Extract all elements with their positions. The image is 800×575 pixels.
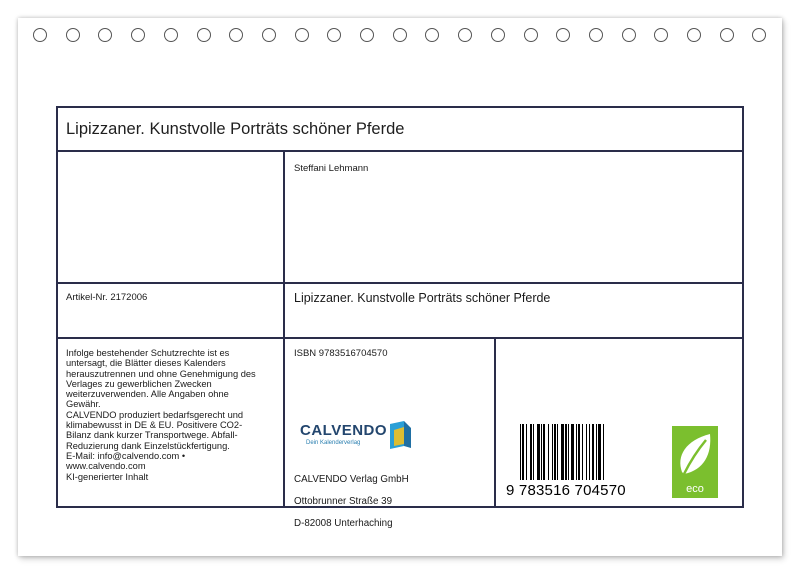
logo-page-icon [388, 420, 412, 450]
barcode-bars [520, 424, 640, 480]
binding-ring [66, 28, 80, 42]
leaf-icon [672, 426, 718, 482]
binding-ring [360, 28, 374, 42]
barcode-bar [592, 424, 594, 480]
barcode-bar [565, 424, 567, 480]
barcode-bar [537, 424, 540, 480]
binding-ring [295, 28, 309, 42]
publisher-address [294, 463, 409, 540]
barcode-bar [530, 424, 532, 480]
binding-ring [262, 28, 276, 42]
barcode-bar [568, 424, 569, 480]
barcode-bar [522, 424, 524, 480]
binding-ring [589, 28, 603, 42]
calvendo-logo [300, 420, 412, 454]
binding-ring [197, 28, 211, 42]
publisher-name: CALVENDO Verlag GmbH [294, 474, 409, 485]
isbn-number: ISBN 9783516704570 [294, 348, 388, 359]
barcode-bar [578, 424, 580, 480]
binding-ring [425, 28, 439, 42]
binding-ring [33, 28, 47, 42]
binding-ring [98, 28, 112, 42]
divider [56, 150, 744, 152]
barcode-bar [589, 424, 590, 480]
barcode-bar [596, 424, 597, 480]
barcode-bar [598, 424, 601, 480]
binding-ring [131, 28, 145, 42]
binding-ring [458, 28, 472, 42]
eco-label: eco [686, 483, 704, 495]
barcode-bar [520, 424, 521, 480]
binding-ring [327, 28, 341, 42]
barcode-bar [557, 424, 558, 480]
binding-ring [556, 28, 570, 42]
barcode-bar [552, 424, 553, 480]
logo-tagline: Dein Kalenderverlag [306, 440, 361, 446]
binding-ring [491, 28, 505, 42]
binding-ring [393, 28, 407, 42]
binding-ring [622, 28, 636, 42]
publisher-city: D-82008 Unterhaching [294, 518, 393, 529]
divider [283, 151, 285, 507]
author-name: Steffani Lehmann [294, 163, 369, 174]
barcode-bar [576, 424, 577, 480]
barcode-bar [533, 424, 534, 480]
barcode-bar [541, 424, 542, 480]
barcode-bar [543, 424, 545, 480]
divider [494, 338, 496, 507]
barcode-bar [603, 424, 604, 480]
article-title: Lipizzaner. Kunstvolle Porträts schöner Pferde [294, 291, 551, 305]
binding-rings [0, 28, 800, 48]
binding-ring [654, 28, 668, 42]
publisher-street: Ottobrunner Straße 39 [294, 496, 393, 507]
divider [56, 337, 744, 339]
binding-ring [752, 28, 766, 42]
binding-ring [720, 28, 734, 42]
barcode-digits: 9 783516 704570 [506, 482, 626, 499]
barcode-bar [526, 424, 527, 480]
calendar-title: Lipizzaner. Kunstvolle Porträts schöner Pferde [66, 120, 405, 138]
binding-ring [229, 28, 243, 42]
binding-ring [524, 28, 538, 42]
barcode-bar [561, 424, 564, 480]
binding-ring [164, 28, 178, 42]
article-number: Artikel-Nr. 2172006 [66, 292, 148, 303]
legal-notice: Infolge bestehender Schutzrechte ist es untersagt, die Blätter dieses Kalenders herauszutrennen und ohne Genehmigung des Verlages zu gewerblichen Zwecken weiterzuverwenden. Alle Angaben ohne Gewähr. CALVENDO produziert bedarfsgerecht und klimabewusst in DE & EU. Positivere CO2- Bilanz dank kurzer Transportwege. Abfall- Reduzierung dank Einzelstückfertigung. E-Mail: info@calvendo.com • www.calvendo.com KI-generierter Inhalt [66, 348, 256, 482]
isbn-barcode [506, 424, 644, 502]
logo-wordmark: CALVENDO [300, 422, 388, 439]
barcode-bar [571, 424, 574, 480]
barcode-bar [586, 424, 587, 480]
barcode-bar [548, 424, 549, 480]
barcode-bar [554, 424, 556, 480]
eco-badge [672, 426, 718, 498]
divider [56, 282, 744, 284]
binding-ring [687, 28, 701, 42]
barcode-bar [582, 424, 583, 480]
